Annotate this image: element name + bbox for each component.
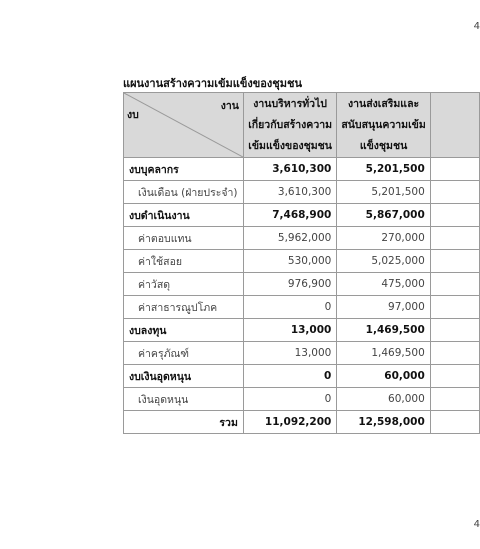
value-extra-column [430, 319, 479, 342]
table-row [124, 342, 480, 365]
value-general-admin: 0 [243, 296, 336, 319]
header-budget-label: งบ [127, 109, 139, 121]
row-label: ค่าสาธารณูปโภค [124, 296, 244, 319]
value-general-admin: 976,900 [243, 273, 336, 296]
row-label: ค่าใช้สอย [124, 250, 244, 273]
value-community-support: 12,598,000 [337, 411, 430, 434]
row-label: ค่าวัสดุ [124, 273, 244, 296]
value-community-support: 5,201,500 [337, 158, 430, 181]
value-community-support: 270,000 [337, 227, 430, 250]
value-general-admin: 0 [243, 388, 336, 411]
value-community-support: 97,000 [337, 296, 430, 319]
value-community-support: 60,000 [337, 388, 430, 411]
value-community-support: 475,000 [337, 273, 430, 296]
value-general-admin: 3,610,300 [243, 158, 336, 181]
value-general-admin: 3,610,300 [243, 181, 336, 204]
row-label: งบบุคลากร [124, 158, 244, 181]
table-row [124, 365, 480, 388]
table-row [124, 411, 480, 434]
table-row [124, 250, 480, 273]
table-row [124, 388, 480, 411]
value-general-admin: 7,468,900 [243, 204, 336, 227]
value-extra-column [430, 342, 479, 365]
section-title: แผนงานสร้างความเข้มแข็งของชุมชน [123, 77, 302, 90]
header-general-admin: งานบริหารทั่วไปเกี่ยวกับสร้างความเข้มแข็งของชุมชน [243, 93, 336, 158]
value-general-admin: 530,000 [243, 250, 336, 273]
value-extra-column [430, 388, 479, 411]
value-general-admin: 13,000 [243, 319, 336, 342]
value-extra-column [430, 158, 479, 181]
budget-table [123, 92, 480, 434]
header-community-support: งานส่งเสริมและสนับสนุนความเข้มแข็งชุมชน [337, 93, 430, 158]
value-extra-column [430, 250, 479, 273]
table-row [124, 273, 480, 296]
header-extra-column [430, 93, 479, 158]
page-number-top: 4 [473, 21, 480, 32]
table-header-row [124, 93, 480, 158]
table-row [124, 181, 480, 204]
value-general-admin: 11,092,200 [243, 411, 336, 434]
value-community-support: 5,025,000 [337, 250, 430, 273]
row-label: งบเงินอุดหนุน [124, 365, 244, 388]
value-extra-column [430, 227, 479, 250]
table-row [124, 204, 480, 227]
row-label: งบลงทุน [124, 319, 244, 342]
value-community-support: 5,867,000 [337, 204, 430, 227]
value-extra-column [430, 181, 479, 204]
table-row [124, 158, 480, 181]
table-row [124, 319, 480, 342]
table-row [124, 296, 480, 319]
value-extra-column [430, 296, 479, 319]
row-label: ค่าตอบแทน [124, 227, 244, 250]
value-extra-column [430, 365, 479, 388]
value-general-admin: 5,962,000 [243, 227, 336, 250]
row-label: เงินเดือน (ฝ่ายประจำ) [124, 181, 244, 204]
header-corner-cell [124, 93, 244, 158]
value-general-admin: 0 [243, 365, 336, 388]
row-label: เงินอุดหนุน [124, 388, 244, 411]
value-community-support: 1,469,500 [337, 319, 430, 342]
table-row [124, 227, 480, 250]
row-label: งบดำเนินงาน [124, 204, 244, 227]
value-general-admin: 13,000 [243, 342, 336, 365]
header-work-label: งาน [220, 100, 239, 112]
value-extra-column [430, 273, 479, 296]
row-label: ค่าครุภัณฑ์ [124, 342, 244, 365]
value-community-support: 60,000 [337, 365, 430, 388]
value-extra-column [430, 411, 479, 434]
value-community-support: 1,469,500 [337, 342, 430, 365]
page-number-bottom: 4 [473, 519, 480, 530]
row-label: รวม [124, 411, 244, 434]
value-extra-column [430, 204, 479, 227]
value-community-support: 5,201,500 [337, 181, 430, 204]
